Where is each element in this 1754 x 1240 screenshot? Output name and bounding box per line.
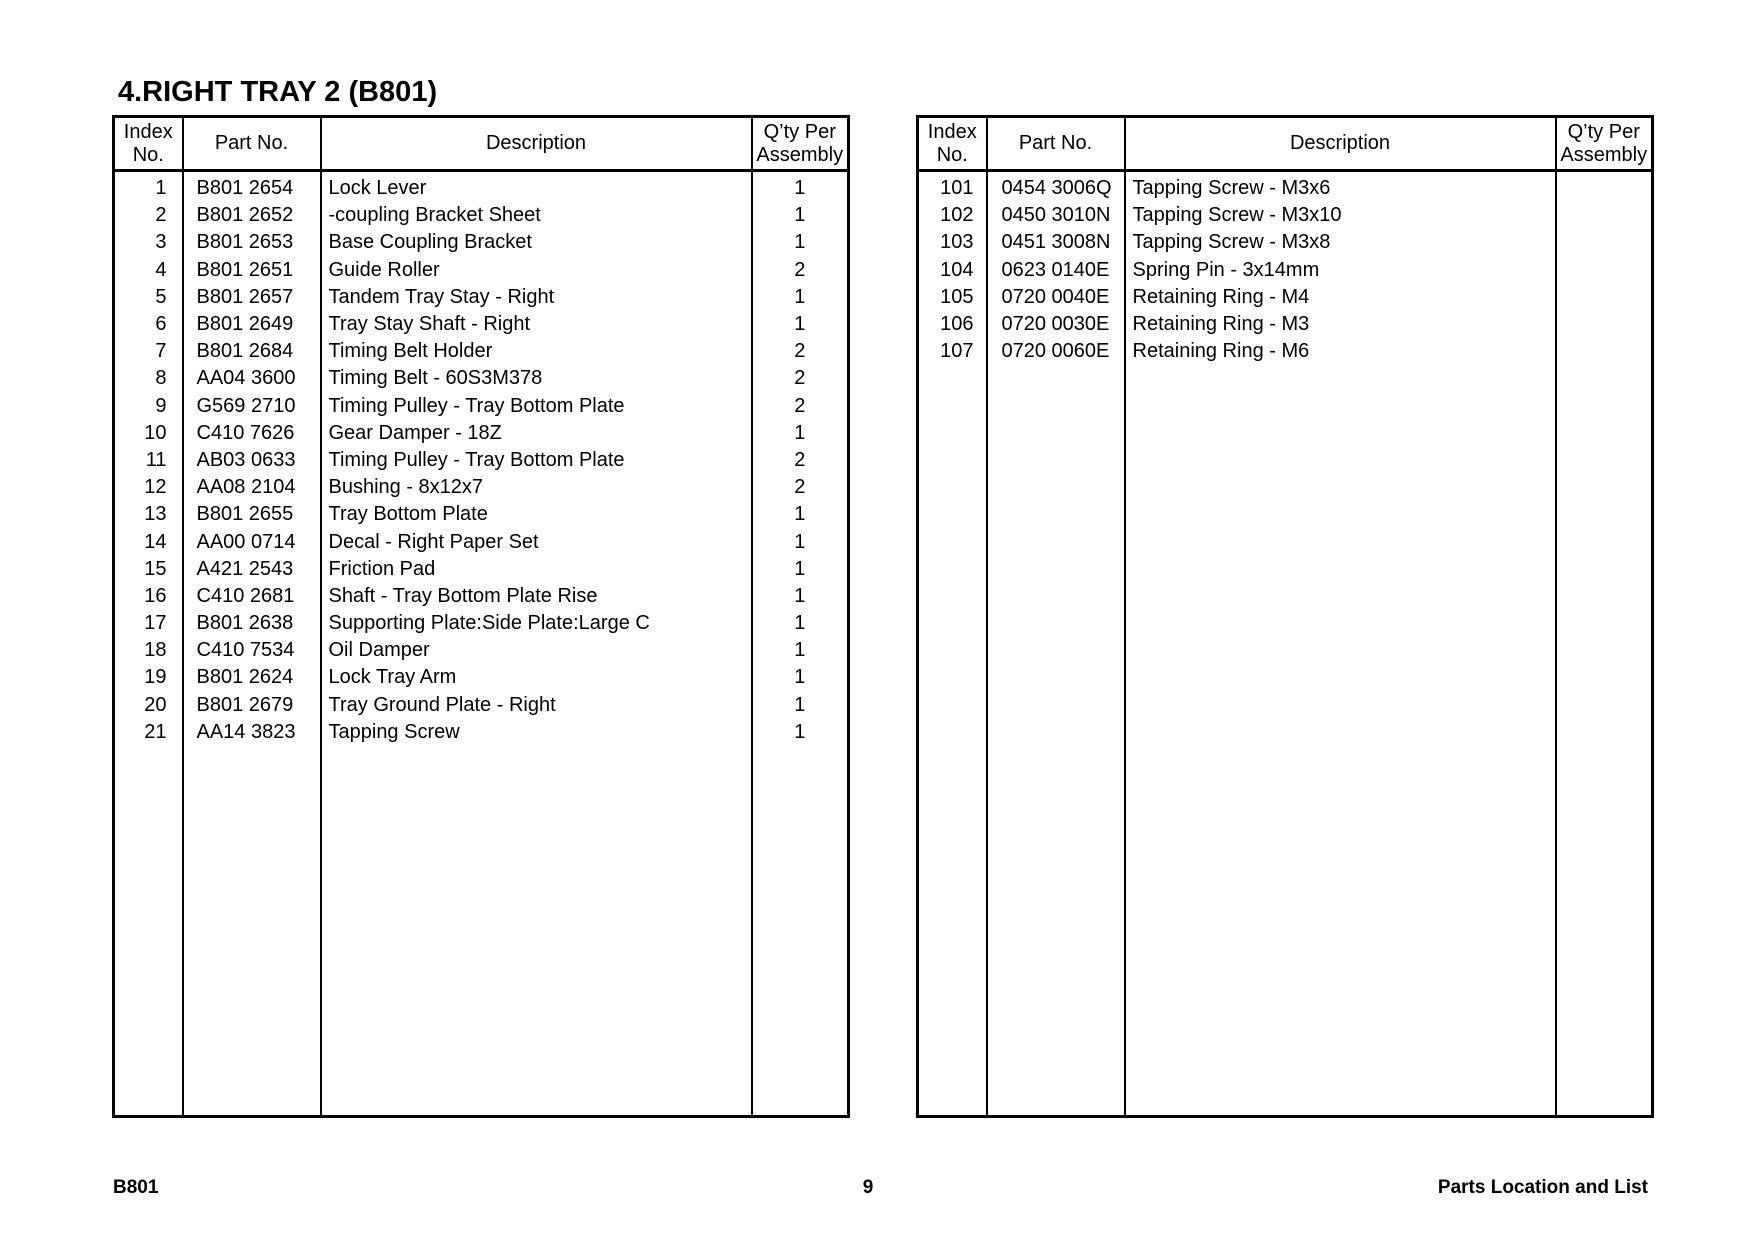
cell-part-no: AA00 0714	[183, 528, 321, 555]
cell-part-no: G569 2710	[183, 393, 321, 420]
header-description: Description	[1125, 117, 1556, 171]
cell-description: Tapping Screw	[321, 719, 752, 746]
table-row	[114, 556, 849, 583]
table-row	[918, 311, 1653, 338]
table-row	[918, 284, 1653, 311]
cell-description: Base Coupling Bracket	[321, 229, 752, 256]
table-row	[114, 610, 849, 637]
cell-qty: 1	[752, 719, 849, 746]
cell-description: Friction Pad	[321, 556, 752, 583]
table-row	[114, 229, 849, 256]
table-row	[114, 171, 849, 203]
cell-index-no: 102	[918, 202, 987, 229]
table-row	[918, 229, 1653, 256]
cell-description: Tray Bottom Plate	[321, 501, 752, 528]
table-empty-space	[918, 365, 1653, 1116]
table-row	[114, 501, 849, 528]
cell-qty: 1	[752, 637, 849, 664]
cell-index-no: 16	[114, 583, 183, 610]
cell-qty: 1	[752, 692, 849, 719]
header-description: Description	[321, 117, 752, 171]
cell-index-no: 10	[114, 420, 183, 447]
cell-index-no: 12	[114, 474, 183, 501]
cell-qty: 1	[752, 610, 849, 637]
cell-description: Guide Roller	[321, 257, 752, 284]
cell-qty: 2	[752, 447, 849, 474]
cell-qty	[1556, 202, 1653, 229]
cell-part-no: AA08 2104	[183, 474, 321, 501]
header-qty-per-assembly: Q’ty Per Assembly	[752, 117, 849, 171]
cell-description: Timing Pulley - Tray Bottom Plate	[321, 447, 752, 474]
cell-part-no: 0450 3010N	[987, 202, 1125, 229]
cell-qty: 1	[752, 171, 849, 203]
cell-qty: 1	[752, 229, 849, 256]
header-index-no: Index No.	[918, 117, 987, 171]
table-row	[114, 637, 849, 664]
cell-part-no: 0451 3008N	[987, 229, 1125, 256]
cell-part-no: 0623 0140E	[987, 257, 1125, 284]
table-row	[918, 171, 1653, 203]
cell-qty	[1556, 171, 1653, 203]
cell-qty: 1	[752, 420, 849, 447]
cell-qty: 1	[752, 202, 849, 229]
cell-index-no: 14	[114, 528, 183, 555]
table-row	[114, 365, 849, 392]
cell-index-no: 101	[918, 171, 987, 203]
cell-description: Supporting Plate:Side Plate:Large C	[321, 610, 752, 637]
cell-description: Tapping Screw - M3x10	[1125, 202, 1556, 229]
cell-qty: 1	[752, 284, 849, 311]
cell-part-no: AA14 3823	[183, 719, 321, 746]
parts-table-right	[916, 115, 1654, 1118]
table-row	[114, 284, 849, 311]
table-empty-space	[114, 746, 849, 1117]
parts-table-left-body	[114, 171, 849, 1117]
cell-description: Tray Stay Shaft - Right	[321, 311, 752, 338]
cell-description: Retaining Ring - M4	[1125, 284, 1556, 311]
table-row	[918, 202, 1653, 229]
table-row	[114, 338, 849, 365]
table-row	[114, 692, 849, 719]
cell-description: Tandem Tray Stay - Right	[321, 284, 752, 311]
cell-qty: 2	[752, 257, 849, 284]
cell-description: Decal - Right Paper Set	[321, 528, 752, 555]
footer-model-code: B801	[113, 1177, 159, 1198]
cell-index-no: 8	[114, 365, 183, 392]
cell-index-no: 15	[114, 556, 183, 583]
cell-description: Tray Ground Plate - Right	[321, 692, 752, 719]
cell-description: -coupling Bracket Sheet	[321, 202, 752, 229]
cell-index-no: 5	[114, 284, 183, 311]
cell-part-no: B801 2657	[183, 284, 321, 311]
cell-description: Oil Damper	[321, 637, 752, 664]
cell-index-no: 13	[114, 501, 183, 528]
table-header-row	[918, 117, 1653, 171]
cell-index-no: 4	[114, 257, 183, 284]
table-row	[114, 420, 849, 447]
cell-part-no: AB03 0633	[183, 447, 321, 474]
parts-table-right-body	[918, 171, 1653, 1117]
cell-description: Timing Belt Holder	[321, 338, 752, 365]
table-row	[114, 311, 849, 338]
cell-qty	[1556, 257, 1653, 284]
footer-page-number: 9	[862, 1177, 874, 1198]
cell-qty: 2	[752, 393, 849, 420]
table-row	[918, 338, 1653, 365]
cell-part-no: A421 2543	[183, 556, 321, 583]
table-row	[114, 528, 849, 555]
cell-description: Lock Lever	[321, 171, 752, 203]
cell-part-no: B801 2684	[183, 338, 321, 365]
table-row	[114, 474, 849, 501]
cell-index-no: 1	[114, 171, 183, 203]
header-index-no: Index No.	[114, 117, 183, 171]
cell-description: Lock Tray Arm	[321, 664, 752, 691]
cell-part-no: B801 2653	[183, 229, 321, 256]
header-part-no: Part No.	[987, 117, 1125, 171]
cell-part-no: B801 2624	[183, 664, 321, 691]
cell-part-no: 0720 0060E	[987, 338, 1125, 365]
cell-part-no: B801 2649	[183, 311, 321, 338]
table-row	[114, 583, 849, 610]
cell-index-no: 7	[114, 338, 183, 365]
table-row	[114, 719, 849, 746]
cell-description: Spring Pin - 3x14mm	[1125, 257, 1556, 284]
cell-qty: 1	[752, 311, 849, 338]
cell-index-no: 3	[114, 229, 183, 256]
cell-description: Timing Pulley - Tray Bottom Plate	[321, 393, 752, 420]
cell-qty: 1	[752, 583, 849, 610]
table-row	[918, 257, 1653, 284]
cell-index-no: 2	[114, 202, 183, 229]
cell-qty: 1	[752, 664, 849, 691]
cell-description: Gear Damper - 18Z	[321, 420, 752, 447]
cell-part-no: 0454 3006Q	[987, 171, 1125, 203]
cell-qty: 1	[752, 528, 849, 555]
header-part-no: Part No.	[183, 117, 321, 171]
cell-index-no: 20	[114, 692, 183, 719]
cell-index-no: 106	[918, 311, 987, 338]
cell-qty	[1556, 229, 1653, 256]
cell-qty	[1556, 338, 1653, 365]
cell-index-no: 11	[114, 447, 183, 474]
table-row	[114, 664, 849, 691]
cell-qty: 2	[752, 338, 849, 365]
cell-index-no: 19	[114, 664, 183, 691]
cell-description: Bushing - 8x12x7	[321, 474, 752, 501]
cell-qty: 2	[752, 365, 849, 392]
cell-part-no: B801 2654	[183, 171, 321, 203]
table-row	[114, 257, 849, 284]
page-title: 4.RIGHT TRAY 2 (B801)	[118, 76, 438, 108]
cell-part-no: B801 2652	[183, 202, 321, 229]
cell-index-no: 17	[114, 610, 183, 637]
cell-qty	[1556, 311, 1653, 338]
cell-index-no: 105	[918, 284, 987, 311]
cell-description: Retaining Ring - M6	[1125, 338, 1556, 365]
cell-part-no: B801 2679	[183, 692, 321, 719]
cell-description: Tapping Screw - M3x6	[1125, 171, 1556, 203]
cell-part-no: B801 2655	[183, 501, 321, 528]
cell-description: Tapping Screw - M3x8	[1125, 229, 1556, 256]
footer-section-title: Parts Location and List	[1437, 1177, 1648, 1198]
parts-table-left	[112, 115, 850, 1118]
cell-index-no: 103	[918, 229, 987, 256]
cell-part-no: B801 2651	[183, 257, 321, 284]
cell-part-no: C410 2681	[183, 583, 321, 610]
cell-part-no: 0720 0040E	[987, 284, 1125, 311]
cell-description: Timing Belt - 60S3M378	[321, 365, 752, 392]
table-header-row	[114, 117, 849, 171]
cell-part-no: B801 2638	[183, 610, 321, 637]
cell-index-no: 18	[114, 637, 183, 664]
cell-index-no: 107	[918, 338, 987, 365]
cell-description: Retaining Ring - M3	[1125, 311, 1556, 338]
header-qty-per-assembly: Q’ty Per Assembly	[1556, 117, 1653, 171]
cell-part-no: 0720 0030E	[987, 311, 1125, 338]
cell-qty: 1	[752, 501, 849, 528]
cell-part-no: AA04 3600	[183, 365, 321, 392]
cell-index-no: 21	[114, 719, 183, 746]
cell-index-no: 6	[114, 311, 183, 338]
cell-part-no: C410 7626	[183, 420, 321, 447]
cell-index-no: 104	[918, 257, 987, 284]
cell-part-no: C410 7534	[183, 637, 321, 664]
table-row	[114, 393, 849, 420]
cell-description: Shaft - Tray Bottom Plate Rise	[321, 583, 752, 610]
cell-qty	[1556, 284, 1653, 311]
table-row	[114, 202, 849, 229]
table-row	[114, 447, 849, 474]
cell-qty: 2	[752, 474, 849, 501]
cell-index-no: 9	[114, 393, 183, 420]
cell-qty: 1	[752, 556, 849, 583]
